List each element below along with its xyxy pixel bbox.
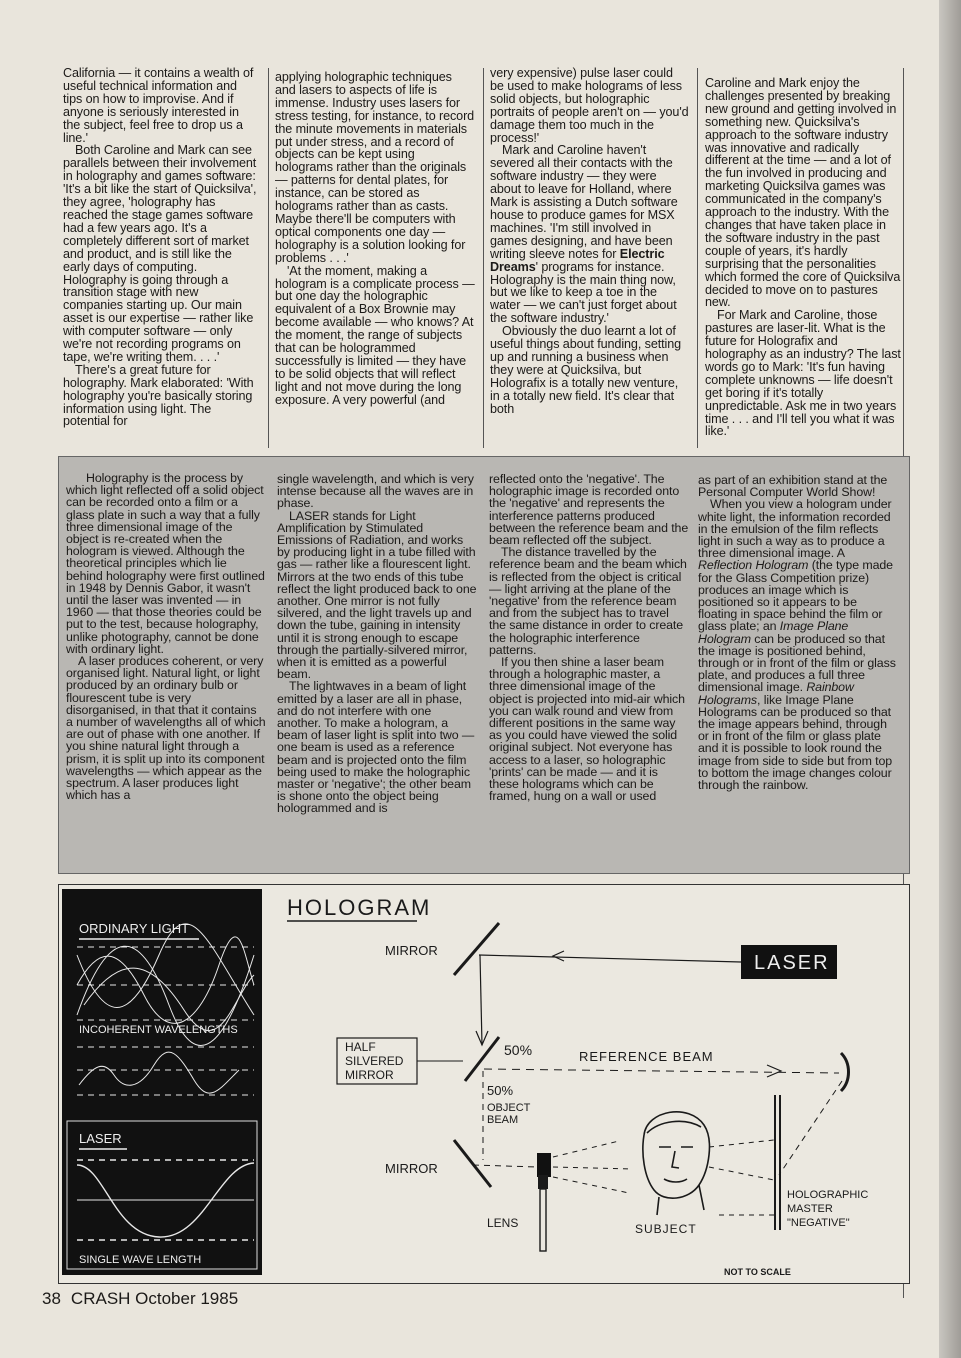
master-label-2: MASTER	[787, 1203, 833, 1215]
half-silvered-label-2: SILVERED	[345, 1054, 404, 1068]
paragraph: as part of an exhibition stand at the Personal Computer World Show!	[698, 473, 888, 500]
column-rule	[268, 68, 269, 448]
paragraph: There's a great future for holography. Mark elaborated: 'With holography you're basically storing information using light. The potential for	[63, 362, 254, 429]
object-beam-label-2: BEAM	[487, 1114, 519, 1126]
laser-box-label: LASER	[754, 952, 830, 974]
paragraph: 'At the moment, making a hologram is a complicate process — but one day the holographic equivalent of a Box Brownie may become available — who knows? At the moment, the range of subjects that can be hologrammed successfully is limited — they have to be solid objects that will reflect light and not move during the long exposure. A very powerful (and	[275, 263, 475, 407]
page-edge-shadow	[939, 0, 961, 1358]
column-rule	[483, 68, 484, 448]
explainer-column-3	[489, 473, 689, 802]
ordinary-light-label: ORDINARY LIGHT	[79, 921, 190, 936]
term: Image Plane Hologram	[698, 619, 849, 646]
text-run: (the type made for the Glass Competition prize) produces an image which is positioned so it appears to be floating in space behind the film or glass plate; an	[698, 558, 893, 634]
paragraph: Holography is the process by which light reflected off a solid object can be recorded onto a film or a glass plate in such a way that a fully three dimensional image of the object is re-created when the hologram is viewed. Although the theoretical principles which lie behind holography were first outlined in 1948 by Dennis Gabor, it wasn't until the laser was invented — in 1960 — that those theories could be put to the test, because holography, unlike photography, cannot be done with ordinary light.	[66, 471, 265, 656]
single-wave-label: SINGLE WAVE LENGTH	[79, 1254, 202, 1266]
top-mirror	[454, 923, 499, 975]
bottom-mirror	[454, 1140, 491, 1187]
paragraph: For Mark and Caroline, those pastures are laser-lit. What is the future for Holografix and holography as an industry? The last words go to Mark: 'It's fun having complete unknowns — life doesn't get boring if it's totally unpredictable. Ask me in two years time . . . and I'll tell you what it was like.'	[705, 308, 901, 439]
explainer-column-2	[277, 473, 477, 815]
lens-label: LENS	[487, 1216, 519, 1230]
reference-beam-label: REFERENCE BEAM	[579, 1049, 714, 1064]
laser-panel-label: LASER	[79, 1131, 122, 1146]
hologram-diagram	[58, 884, 910, 1284]
paragraph: If you then shine a laser beam through a holographic master, a three dimensional image of the object is projected into mid-air which you can walk round and view from different positions in the same way as you could have viewed the solid original subject. Not everyone has access to a laser, so holographic 'prints' can be made — and it is these holograms which can be framed, hung on a wall or used	[489, 655, 685, 804]
explainer-column-4	[698, 474, 898, 791]
paragraph: applying holographic techniques and lasers to aspects of life is immense. Industry uses lasers for stress testing, for instance, to record the minute movements in materials put under stress, and a record of objects can be kept using holograms rather than the originals — patterns for dental plates, for instance, can be stored as holograms rather than as casts. Maybe there'll be computers with optical components one day — holography is a solution looking for problems . . .'	[275, 70, 475, 265]
paragraph: The distance travelled by the reference beam and the beam which is reflected from the object is critical — light arriving at the plane of the 'negative' from the reference beam and from the subject has to travel the same distance in order to create the holographic interference patterns.	[489, 545, 687, 657]
diagram-title: HOLOGRAM	[287, 895, 432, 920]
text-run: , like Image Plane Holograms can be produced so that the image appears behind, through or in front of the film or glass plate and it is possible to look round the image from side to side but from top to bottom the image changes colour through the rainbow.	[698, 692, 893, 793]
not-to-scale-note: NOT TO SCALE	[724, 1267, 791, 1277]
explainer-column-1	[66, 472, 266, 801]
paragraph	[698, 498, 898, 791]
text-run: When you view a hologram under white light, the information recorded in the emulsion of the film reflects light in such a way as to produce a three dimensional image. A	[698, 497, 892, 561]
lens-holder	[537, 1153, 551, 1177]
column-rule	[697, 68, 698, 448]
incoherent-label: INCOHERENT WAVELENGTHS	[79, 1024, 238, 1036]
paragraph: Obviously the duo learnt a lot of useful things about funding, setting up and running a business when they were at Quicksilva, but Holografix is a totally new venture, in a totally new field. It's clear that both	[490, 324, 682, 416]
article-column-2	[275, 71, 475, 407]
diagram-svg	[59, 885, 909, 1283]
paragraph: LASER stands for Light Amplification by Stimulated Emissions of Radiation, and works by producing light in a tube filled with gas — rather like a flourescent light. Mirrors at the two ends of this tube reflect the light produced back to one another. One mirror is not fully silvered, and the light travels up and down the tube, gaining in intensity until it is strong enough to escape through the partially-silvered mirror, when it is emitted as a powerful beam.	[277, 508, 477, 682]
text-run: ' programs for instance. Holography is the main thing now, but we like to keep a toe in the water — we can't just forget about the software industry.'	[490, 259, 677, 326]
subject-label: SUBJECT	[635, 1222, 697, 1236]
subject-head	[643, 1112, 710, 1215]
page-number: 38	[42, 1289, 61, 1308]
half-silvered-label-1: HALF	[345, 1040, 376, 1054]
object-beam-label-1: OBJECT	[487, 1102, 531, 1114]
paragraph: Both Caroline and Mark can see parallels between their involvement in holography and games software: 'It's a bit like the start of Quicksilva', they agree, 'holography has reached the stage games software had a few years ago. It's a completely different sort of market and product, and is still like the early days of computing. Holography is going through a transition stage with new companies starting up. Our main asset is our expertise — rather like with computer software — only we're not recording programs on tape, we're writing them. . . .'	[63, 143, 257, 364]
paragraph: single wavelength, and which is very intense because all the waves are in phase.	[277, 472, 474, 511]
paragraph: Caroline and Mark enjoy the challenges presented by breaking new ground and getting involved in something new. Quicksilva's approach to the software industry was innovative and radically different at the time — and a lot of the fun involved in producing and marketing Quicksilva games was communicated in the company's approach to the industry. With the changes that have taken place in the software industry in the past couple of years, it's hardly surprising that the personalities which formed the core of Quicksilva decided to move on to pastures new.	[705, 76, 901, 310]
object-percent: 50%	[487, 1083, 514, 1098]
article-column-3	[490, 67, 690, 415]
concave-mirror	[841, 1053, 849, 1091]
paragraph: California — it contains a wealth of useful technical information and tips on how to improvise. And if anyone is seriously interested in the subject, feel free to drop us a line.'	[63, 66, 254, 145]
article-column-4	[705, 77, 901, 438]
text-run: can be produced so that the image is positioned behind, through or in front of the film or glass plate, and produces a full three dimensional image.	[698, 631, 896, 695]
magazine-issue: CRASH October 1985	[70, 1289, 239, 1308]
text-run: Mark and Caroline haven't severed all their contacts with the software industry — they were about to leave for Holland, where Mark is assisting a Dutch software house to produce games for MSX machines. 'I'm still involved in games designing, and have been writing sleeve notes for	[490, 143, 678, 261]
master-label-1: HOLOGRAPHIC	[787, 1189, 869, 1201]
paragraph: reflected onto the 'negative'. The holographic image is recorded onto the 'negative' and represents the interference patterns produced between the reference beam and the beam reflected off the subject.	[489, 472, 689, 548]
title-mention: Electric Dreams	[490, 246, 665, 274]
page-footer	[42, 1289, 238, 1309]
term: Reflection Hologram	[698, 558, 809, 573]
paragraph	[490, 144, 690, 325]
mirror-top-label: MIRROR	[385, 943, 438, 958]
master-label-3: "NEGATIVE"	[787, 1217, 850, 1229]
article-column-1	[63, 67, 259, 428]
term: Rainbow Holograms	[698, 680, 854, 707]
paragraph: A laser produces coherent, or very organised light. Natural light, or light produced by an ordinary bulb or flourescent tube is very disorganised, in that that it contains a number of wavelengths all of which are out of phase with one another. If you shine natural light through a prism, it is split up into its component wavelengths — which appear as the spectrum. A laser produces light which has a	[66, 654, 266, 803]
half-silvered-label-3: MIRROR	[345, 1068, 394, 1082]
paragraph: very expensive) pulse laser could be used to make holograms of less solid objects, but holographic portraits of people aren't on — you'd damage them too much in the process!'	[490, 66, 689, 145]
paragraph: The lightwaves in a beam of light emitted by a laser are all in phase, and do not interfere with one another. To make a hologram, a beam of laser light is split into two — one beam is used as a reference beam and is projected onto the film being used to make the holographic master or 'negative'; the other beam is shone onto the object being hologrammed and is	[277, 679, 475, 816]
reference-percent: 50%	[504, 1042, 533, 1058]
mirror-bottom-label: MIRROR	[385, 1161, 438, 1176]
